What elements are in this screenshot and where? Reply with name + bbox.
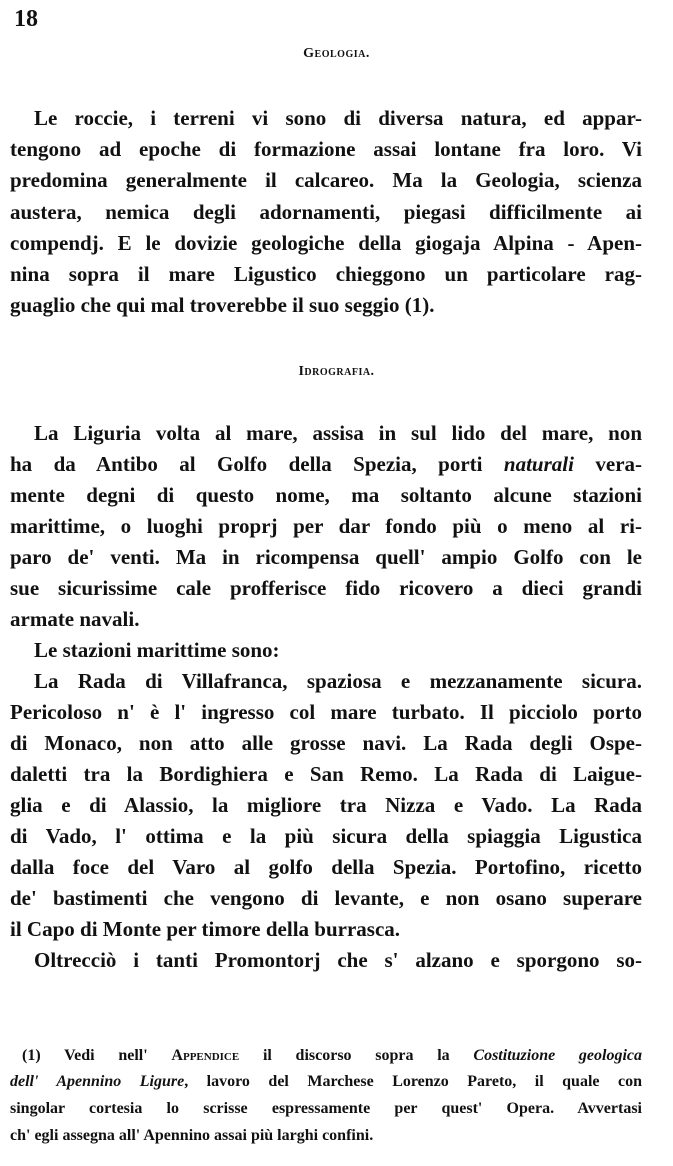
text-line: il Capo di Monte per timore della burrasca.	[10, 917, 401, 941]
text-line: guaglio che qui mal troverebbe il suo seggio (1).	[10, 293, 435, 317]
section-heading-idrografia: Idrografia.	[298, 364, 375, 379]
text-line: armate navali.	[10, 607, 140, 631]
text-fragment: ha da Antibo al Golfo della Spezia, porti	[10, 452, 483, 476]
text-line: La Liguria volta al mare, assisa in sul lido del mare, non	[34, 421, 642, 445]
footnote-text: , lavoro del Marchese Lorenzo Pareto, il quale con	[184, 1073, 642, 1090]
footnote-marker: (1) Vedi nell'	[22, 1047, 148, 1064]
text-line: La Rada di Villafranca, spaziosa e mezzanamente sicura.	[34, 669, 642, 693]
page-number: 18	[14, 6, 38, 32]
footnote-line	[10, 1069, 642, 1095]
text-line: marittime, o luoghi proprj per dar fondo più o meno al ri-	[10, 514, 642, 538]
footnote-italic: dell' Apennino Ligure	[10, 1073, 185, 1090]
text-line: tengono ad epoche di formazione assai lontane fra loro. Vi	[10, 137, 642, 161]
text-line: predomina generalmente il calcareo. Ma la Geologia, scienza	[10, 168, 642, 192]
text-line: glia e di Alassio, la migliore tra Nizza e Vado. La Rada	[10, 793, 642, 817]
text-line: austera, nemica degli adornamenti, piegasi difficilmente ai	[10, 200, 642, 224]
text-line: dalla foce del Varo al golfo della Spezia. Portofino, ricetto	[10, 855, 642, 879]
footnote-appendice: Appendice	[171, 1047, 240, 1064]
text-line: paro de' venti. Ma in ricompensa quell' ampio Golfo con le	[10, 545, 642, 569]
footnote-text: il discorso sopra la	[262, 1047, 450, 1064]
text-line: Le stazioni marittime sono:	[34, 638, 280, 662]
section-heading-geologia: Geologia.	[303, 46, 370, 61]
text-line: de' bastimenti che vengono di levante, e non osano superare	[10, 886, 642, 910]
footnote-line: ch' egli assegna all' Apennino assai più larghi confini.	[10, 1127, 374, 1144]
italic-word: naturali	[503, 452, 574, 476]
text-line: Oltrecciò i tanti Promontorj che s' alzano e sporgono so-	[34, 948, 642, 972]
text-fragment: vera-	[595, 452, 643, 476]
text-line	[10, 449, 642, 479]
footnote-italic: Costituzione geologica	[473, 1047, 643, 1064]
text-line: daletti tra la Bordighiera e San Remo. La Rada di Laigue-	[10, 762, 642, 786]
text-line: mente degni di questo nome, ma soltanto alcune stazioni	[10, 483, 642, 507]
text-line: compendj. E le dovizie geologiche della giogaja Alpina - Apen-	[10, 231, 642, 255]
footnote-line	[22, 1043, 642, 1069]
text-line: Pericoloso n' è l' ingresso col mare turbato. Il picciolo porto	[10, 700, 642, 724]
footnote-line: singolar cortesia lo scrisse espressamente per quest' Opera. Avvertasi	[10, 1100, 642, 1117]
text-line: nina sopra il mare Ligustico chieggono un particolare rag-	[10, 262, 642, 286]
text-line: di Monaco, non atto alle grosse navi. La Rada degli Ospe-	[10, 731, 642, 755]
text-line: di Vado, l' ottima e la più sicura della spiaggia Ligustica	[10, 824, 642, 848]
text-line: sue sicurissime cale profferisce fido ricovero a dieci grandi	[10, 576, 642, 600]
text-line: Le roccie, i terreni vi sono di diversa natura, ed appar-	[34, 106, 642, 130]
